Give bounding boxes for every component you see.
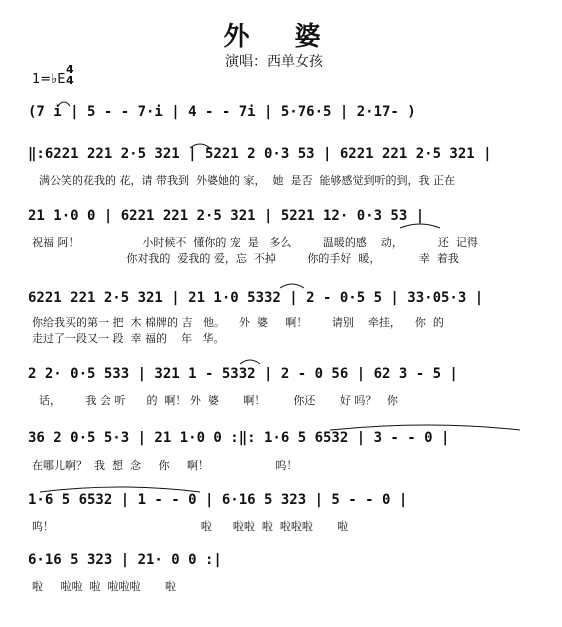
lyric-line: 满公笑的花我的 花，请 带我到 外婆她的 家， 她 是否 能够感觉到听的到，我 正在 xyxy=(32,174,455,187)
score-line: 6·16 5 323 | 21· 0 0 :| xyxy=(28,552,222,568)
time-signature-bottom: 4 xyxy=(66,74,74,87)
slur xyxy=(40,487,200,492)
score-line: 36 2 0·5 5·3 | 21 1·0 0 :‖: 1·6 5 6532 | 3 - - 0 | xyxy=(28,430,450,446)
slur xyxy=(400,224,440,228)
slur xyxy=(240,360,260,364)
slur xyxy=(280,284,304,288)
lyric-line: 祝福 阿！ 小时候不 懂你的 宠 是 多么 温暖的感 动， 还 记得 xyxy=(32,236,478,249)
slur xyxy=(190,144,210,148)
score-line: 21 1·0 0 | 6221 221 2·5 321 | 5221 12· 0·3 53 | xyxy=(28,208,425,224)
score-line: 2 2· 0·5 533 | 321 1 - 5332 | 2 - 0 56 | 62 3 - 5 | xyxy=(28,366,458,382)
slur xyxy=(330,425,520,430)
lyric-line: 走过了一段又一 段 幸 福的 年 华。 xyxy=(32,332,225,345)
time-signature-top: 4 xyxy=(66,63,74,76)
lyric-line: 在哪儿啊？ 我 想 念 你 啊！ 呜！ xyxy=(32,459,298,472)
lyric-line: 话， 我 会 听 的 啊！ 外 婆 啊！ 你还 好 吗？ 你 xyxy=(32,394,398,407)
lyric-line: 你对我的 爱我的 爱，忘 不掉 你的手好 暖， 幸 着我 xyxy=(32,252,459,265)
lyric-line: 你给我买的第一 把 木 棉牌的 吉 他。 外 婆 啊！ 请别 牵挂， 你 的 xyxy=(32,316,444,329)
singer-credit: 演唱：西单女孩 xyxy=(225,54,323,70)
key-signature: 1=♭E xyxy=(32,72,66,87)
lyric-line: 呜！ 啦 啦啦 啦 啦啦啦 啦 xyxy=(32,520,349,533)
score-line: 6221 221 2·5 321 | 21 1·0 5332 | 2 - 0·5 5 | 33·05·3 | xyxy=(28,290,484,306)
slur xyxy=(58,102,70,106)
score-line: ‖:6221 221 2·5 321 | 5221 2 0·3 53 | 6221 221 2·5 321 | xyxy=(28,146,492,162)
song-title: 外 婆 xyxy=(223,22,339,52)
lyric-line: 啦 啦啦 啦 啦啦啦 啦 xyxy=(32,580,176,593)
score-line: (7 i | 5 - - 7·i | 4 - - 7i | 5·76·5 | 2·17- ) xyxy=(28,104,416,120)
score-line: 1·6 5 6532 | 1 - - 0 | 6·16 5 323 | 5 - - 0 | xyxy=(28,492,408,508)
